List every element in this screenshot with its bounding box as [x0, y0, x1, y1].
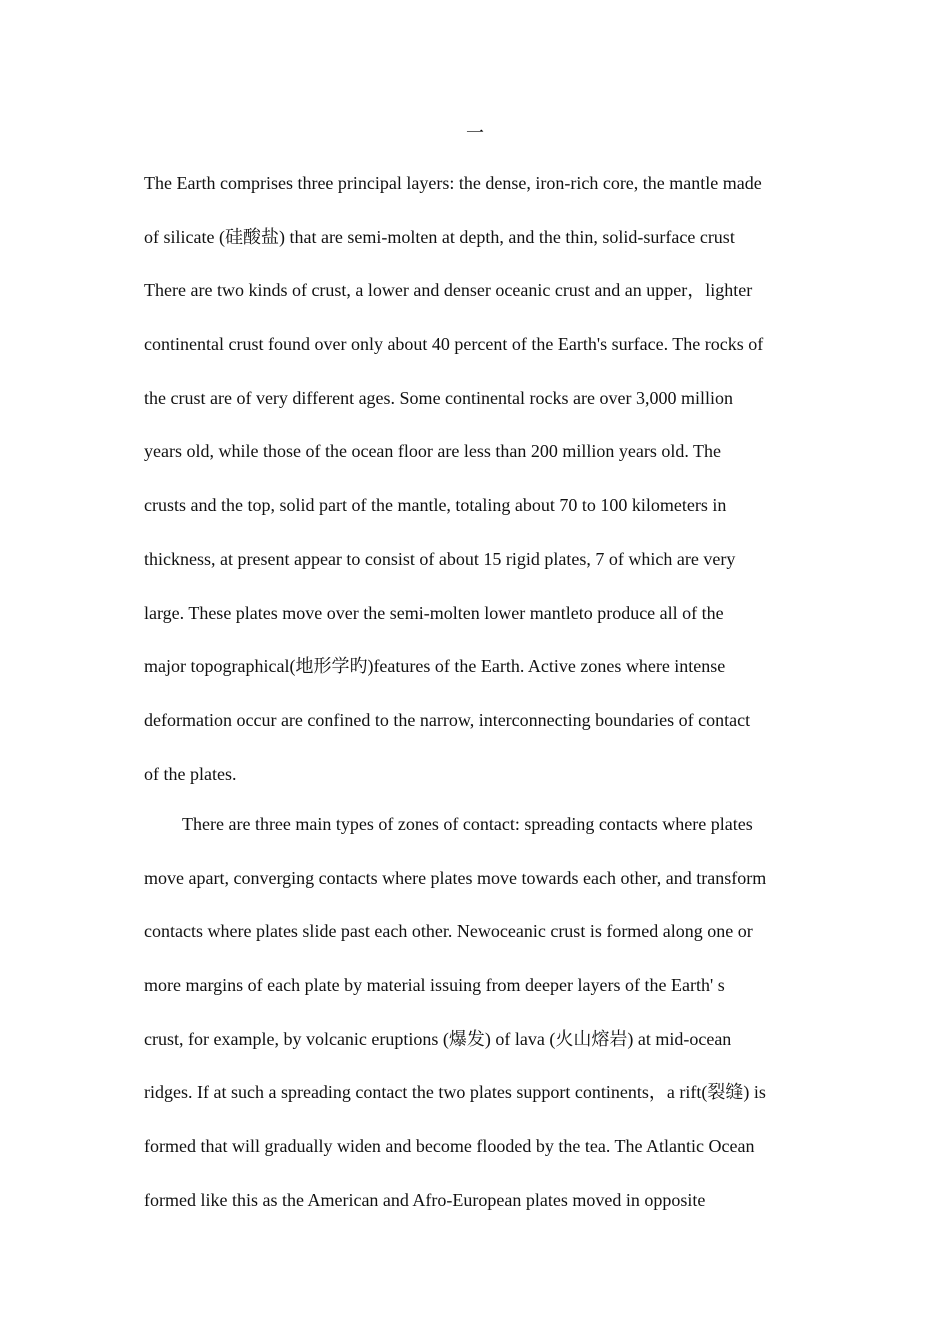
paragraph-2 — [144, 809, 814, 1239]
text-line: ridges. If at such a spreading contact the two plates support continents，a rift(裂缝) is — [144, 1082, 766, 1103]
text-line: more margins of each plate by material issuing from deeper layers of the Earth' s — [144, 975, 725, 996]
text-line: The Earth comprises three principal layers: the dense, iron-rich core, the mantle made — [144, 173, 762, 193]
section-heading: 一 — [466, 123, 484, 144]
text-line: major topographical(地形学旳)features of the Earth. Active zones where intense — [144, 656, 726, 677]
text-line: continental crust found over only about 40 percent of the Earth's surface. The rocks of — [144, 334, 764, 355]
text-line: the crust are of very different ages. Some continental rocks are over 3,000 million — [144, 387, 733, 408]
text-line: There are three main types of zones of contact: spreading contacts where plates — [182, 814, 753, 834]
text-line: large. These plates move over the semi-molten lower mantleto produce all of the — [144, 602, 724, 623]
paragraph-1 — [144, 168, 814, 812]
text-line: contacts where plates slide past each other. Newoceanic crust is formed along one or — [144, 921, 753, 942]
text-line: of silicate (硅酸盐) that are semi-molten at depth, and the thin, solid-surface crust — [144, 226, 735, 247]
text-line: There are two kinds of crust, a lower and denser oceanic crust and an upper，lighter — [144, 280, 753, 301]
text-line: move apart, converging contacts where plates move towards each other, and transform — [144, 867, 767, 888]
text-line: of the plates. — [144, 763, 237, 784]
text-line: deformation occur are confined to the narrow, interconnecting boundaries of contact — [144, 709, 751, 730]
text-line: crust, for example, by volcanic eruptions (爆发) of lava (火山熔岩) at mid-ocean — [144, 1028, 732, 1049]
text-line: formed like this as the American and Afro-European plates moved in opposite — [144, 1189, 706, 1210]
text-line: thickness, at present appear to consist of about 15 rigid plates, 7 of which are very — [144, 548, 736, 569]
text-line: formed that will gradually widen and become flooded by the tea. The Atlantic Ocean — [144, 1136, 755, 1157]
text-line: years old, while those of the ocean floor are less than 200 million years old. The — [144, 441, 722, 462]
text-line: crusts and the top, solid part of the mantle, totaling about 70 to 100 kilometers in — [144, 495, 727, 516]
